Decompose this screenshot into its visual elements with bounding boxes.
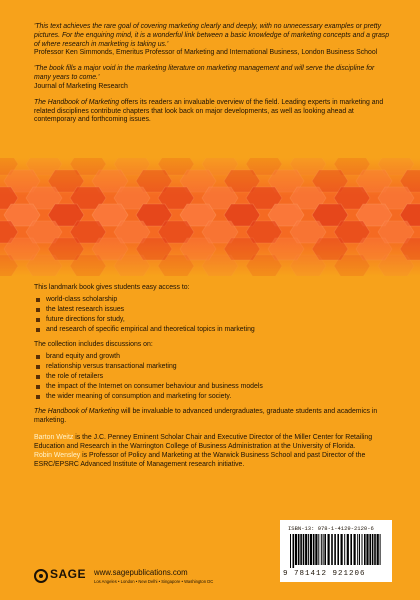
- publisher-url: www.sagepublications.com: [94, 568, 188, 577]
- barcode-bar: [303, 534, 305, 565]
- list-item: the latest research issues: [34, 306, 390, 315]
- barcode-bar: [315, 534, 317, 565]
- barcode-bar: [331, 534, 333, 565]
- pattern-tile: [70, 255, 106, 276]
- list-item: future directions for study,: [34, 316, 390, 325]
- barcode-bar: [377, 534, 379, 565]
- barcode-bar: [328, 534, 330, 565]
- pattern-tile: [114, 255, 150, 276]
- barcode: [280, 520, 392, 582]
- orange-pattern: [0, 158, 420, 276]
- barcode-bar: [334, 534, 336, 565]
- barcode-bar: [305, 534, 307, 565]
- publisher-name: SAGE: [50, 567, 87, 581]
- barcode-bar: [321, 534, 322, 565]
- discussions-intro: The collection includes discussions on:: [34, 340, 153, 348]
- intro-paragraph: [34, 99, 390, 125]
- pattern-tile: [202, 255, 238, 276]
- barcode-bar: [344, 534, 345, 565]
- barcode-bar: [364, 534, 366, 565]
- list-item: the impact of the Internet on consumer behaviour and business models: [34, 383, 390, 392]
- barcode-bar: [372, 534, 374, 565]
- list-item: the wider meaning of consumption and marketing for society.: [34, 393, 390, 402]
- publisher-logo: [34, 567, 224, 591]
- editor-bio: [34, 434, 390, 452]
- book-title: The Handbook of Marketing: [34, 98, 120, 106]
- barcode-bar: [380, 534, 381, 565]
- barcode-bar: [308, 534, 309, 565]
- endorsement-quote: 'This text achieves the rare goal of covering marketing clearly and deeply, with no unnecessary examples or pretty pictures. For the enquiring mind, it is a wonderful link between a basic knowledge of marketing concepts and a grasp of where research in marketing is taking us.': [34, 23, 390, 48]
- access-intro: This landmark book gives students easy access to:: [34, 284, 190, 291]
- barcode-bar: [337, 534, 339, 565]
- barcode-bar: [354, 534, 356, 565]
- pattern-tile: [334, 255, 370, 276]
- pattern-tile: [378, 255, 414, 276]
- barcode-bar: [324, 534, 326, 565]
- editor-name: Robin Wensley: [34, 451, 81, 459]
- editor-name: Barton Weitz: [34, 433, 74, 441]
- list-item: and research of specific empirical and theoretical topics in marketing: [34, 326, 390, 335]
- pattern-tile: [290, 255, 326, 276]
- book-title: The Handbook of Marketing: [34, 407, 120, 415]
- barcode-bar: [300, 534, 302, 565]
- list-item: relationship versus transactional marketing: [34, 363, 390, 372]
- list-item: world-class scholarship: [34, 296, 390, 305]
- barcode-bar: [298, 534, 300, 565]
- barcode-bar: [295, 534, 297, 565]
- closing-paragraph: [34, 408, 390, 426]
- barcode-bar: [374, 534, 376, 565]
- barcode-bar: [313, 534, 315, 565]
- closing-text: will be invaluable to advanced undergraduates, graduate students and academics in marketing.: [34, 407, 378, 424]
- barcode-bar: [357, 534, 358, 565]
- intro-text: offers its readers an invaluable overview of the field. Leading experts in marketing and related disciplines contribute chapters that look back on major developments, as well as looking ahead at contemporary and forthcoming issues.: [34, 98, 384, 124]
- pattern-tile: [246, 255, 282, 276]
- barcode-bar: [318, 534, 319, 565]
- pattern-tile: [158, 255, 194, 276]
- barcode-bar: [366, 534, 368, 565]
- endorsement-attribution: Professor Ken Simmonds, Emeritus Professor of Marketing and International Business, London Business School: [34, 49, 378, 57]
- access-list: [34, 296, 390, 335]
- discussion-list: [34, 353, 390, 402]
- barcode-bar: [347, 534, 349, 565]
- decorative-orange-band: [0, 158, 420, 276]
- publisher-cities: Los Angeles • London • New Delhi • Singapore • Washington DC: [94, 579, 214, 584]
- barcode-bar: [359, 534, 360, 565]
- endorsement-quote: 'The book fills a major void in the marketing literature on marketing management and will serve the discipline for many years to come.': [34, 65, 375, 82]
- barcode-bar: [341, 534, 343, 565]
- editor-bio-text: is the J.C. Penney Eminent Scholar Chair and Executive Director of the Miller Center for Retailing Education and Research in the Warrington College of Business Administration at the University of Florida.: [34, 433, 373, 450]
- barcode-bar: [369, 534, 371, 565]
- barcode-bar: [310, 534, 312, 565]
- editor-bio: [34, 452, 390, 470]
- barcode-bars: [290, 534, 382, 568]
- barcode-bar: [362, 534, 363, 565]
- pattern-tile: [26, 255, 62, 276]
- list-item: the role of retailers: [34, 373, 390, 382]
- barcode-bar: [293, 534, 295, 568]
- list-item: brand equity and growth: [34, 353, 390, 362]
- barcode-digits: 9 781412 921206: [283, 570, 366, 578]
- barcode-bar: [350, 534, 352, 565]
- barcode-bar: [290, 534, 291, 568]
- isbn-text: ISBN-13: 978-1-4129-2120-6: [288, 525, 374, 532]
- barcode-bar: [323, 534, 324, 565]
- sage-logo-icon: [34, 569, 48, 583]
- endorsement-attribution: Journal of Marketing Research: [34, 82, 128, 90]
- editor-bio-text: is Professor of Policy and Marketing at the Warwick Business School and past Director of the ESRC/EPSRC Advanced Institute of Management research initiative.: [34, 451, 366, 468]
